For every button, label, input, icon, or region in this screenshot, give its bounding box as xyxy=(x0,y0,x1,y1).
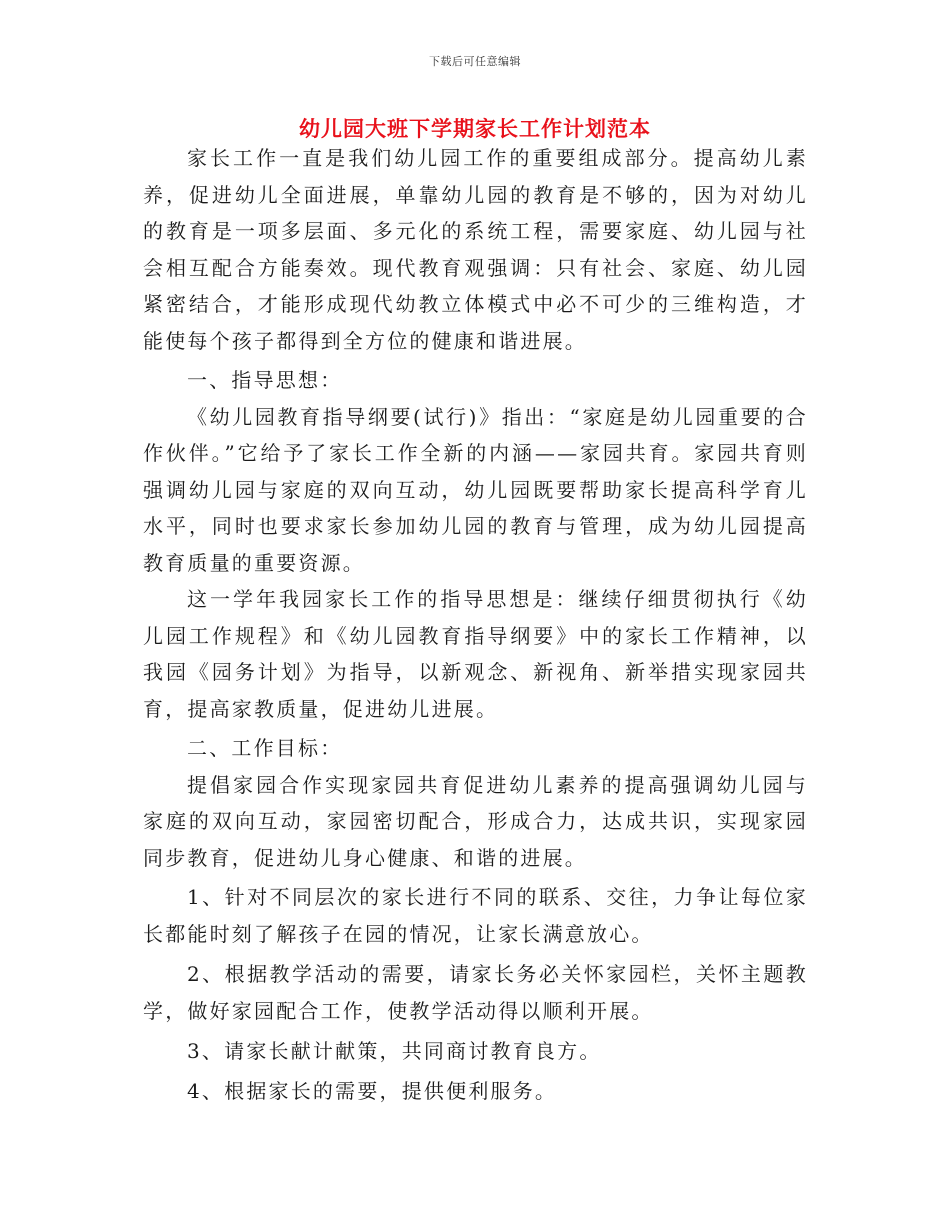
section-heading-work-goals: 二、工作目标： xyxy=(187,736,343,760)
goal-item-2: 2、根据教学活动的需要，请家长务必关怀家园栏，关怀主题教学，做好家园配合工作，使教学活动得以顺利开展。 xyxy=(143,962,808,1023)
goal-item-1: 1、针对不同层次的家长进行不同的联系、交往，力争让每位家长都能时刻了解孩子在园的情况，让家长满意放心。 xyxy=(143,885,808,946)
work-goals-paragraph: 提倡家园合作实现家园共育促进幼儿素养的提高强调幼儿园与家庭的双向互动，家园密切配合，形成合力，达成共识，实现家园同步教育，促进幼儿身心健康、和谐的进展。 xyxy=(143,772,808,870)
document-body xyxy=(143,140,808,1110)
goal-item-3: 3、请家长献计献策，共同商讨教育良方。 xyxy=(187,1039,602,1063)
goal-item-4: 4、根据家长的需要，提供便利服务。 xyxy=(187,1079,558,1103)
intro-paragraph: 家长工作一直是我们幼儿园工作的重要组成部分。提高幼儿素养，促进幼儿全面进展，单靠幼儿园的教育是不够的，因为对幼儿的教育是一项多层面、多元化的系统工程，需要家庭、幼儿园与社会相互配合方能奏效。现代教育观强调：只有社会、家庭、幼儿园紧密结合，才能形成现代幼教立体模式中必不可少的三维构造，才能使每个孩子都得到全方位的健康和谐进展。 xyxy=(143,146,808,353)
section-heading-guiding-ideology: 一、指导思想： xyxy=(187,368,343,392)
document-title: 幼儿园大班下学期家长工作计划范本 xyxy=(299,116,651,141)
page-header-note: 下载后可任意编辑 xyxy=(429,55,521,68)
guiding-ideology-paragraph: 《幼儿园教育指导纲要(试行)》指出：“家庭是幼儿园重要的合作伙伴。”它给予了家长工作全新的内涵——家园共育。家园共育则强调幼儿园与家庭的双向互动，幼儿园既要帮助家长提高科学育儿水平，同时也要求家长参加幼儿园的教育与管理，成为幼儿园提高教育质量的重要资源。 xyxy=(143,404,808,575)
guiding-ideology-paragraph-2: 这一学年我园家长工作的指导思想是：继续仔细贯彻执行《幼儿园工作规程》和《幼儿园教育指导纲要》中的家长工作精神，以我园《园务计划》为指导，以新观念、新视角、新举措实现家园共育，提高家教质量，促进幼儿进展。 xyxy=(143,587,808,721)
